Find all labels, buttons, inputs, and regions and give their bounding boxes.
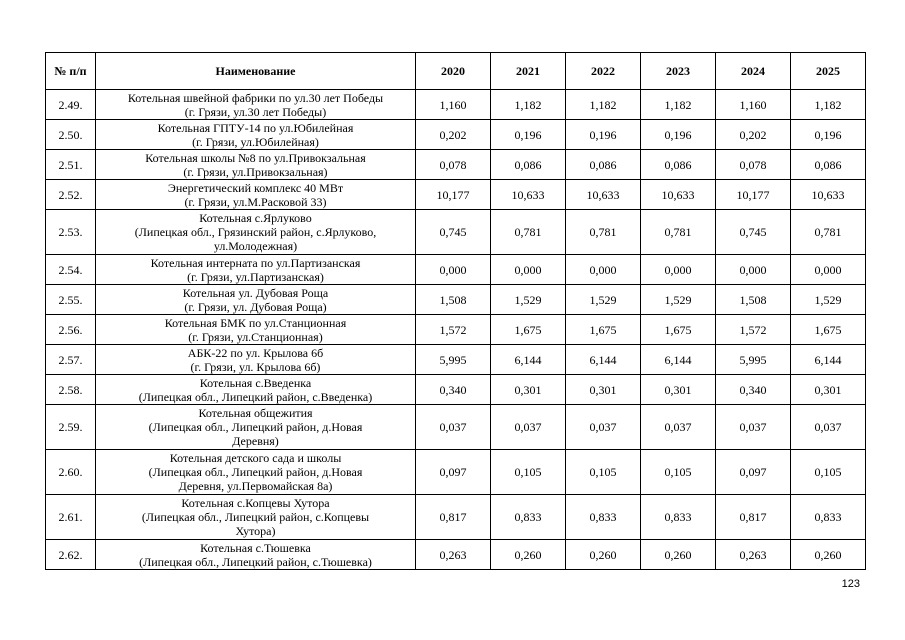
table-row bbox=[46, 210, 866, 255]
row-value: 5,995 bbox=[416, 345, 491, 375]
row-value: 0,105 bbox=[566, 450, 641, 495]
row-number: 2.52. bbox=[46, 180, 96, 210]
row-value: 0,078 bbox=[416, 150, 491, 180]
row-value: 0,260 bbox=[566, 540, 641, 570]
row-name bbox=[96, 540, 416, 570]
row-value: 0,086 bbox=[791, 150, 866, 180]
row-value: 0,037 bbox=[491, 405, 566, 450]
row-name-line: Котельная с.Введенка bbox=[199, 375, 312, 390]
row-name-line: Котельная с.Копцевы Хутора bbox=[181, 496, 330, 510]
row-value: 0,781 bbox=[791, 210, 866, 255]
row-name-line: Котельная с.Ярлуково bbox=[199, 211, 312, 225]
row-name-line: Котельная детского сада и школы bbox=[169, 451, 342, 465]
row-value: 10,177 bbox=[716, 180, 791, 210]
row-name-line: (Липецкая обл., Липецкий район, с.Введенка) bbox=[138, 389, 373, 404]
row-name-line: (г. Грязи, ул.30 лет Победы) bbox=[184, 104, 327, 119]
header-year: 2024 bbox=[716, 53, 791, 90]
row-name-line: (г. Грязи, ул.Партизанская) bbox=[187, 269, 324, 284]
header-year: 2020 bbox=[416, 53, 491, 90]
header-name: Наименование bbox=[96, 53, 416, 90]
row-value: 1,675 bbox=[566, 315, 641, 345]
row-name bbox=[96, 120, 416, 150]
row-number: 2.51. bbox=[46, 150, 96, 180]
row-name-line: Деревня) bbox=[232, 434, 279, 448]
row-number: 2.57. bbox=[46, 345, 96, 375]
row-value: 0,196 bbox=[641, 120, 716, 150]
page-number: 123 bbox=[841, 578, 860, 590]
row-name-line: (г. Грязи, ул.Привокзальная) bbox=[183, 164, 328, 179]
row-value: 0,097 bbox=[716, 450, 791, 495]
row-number: 2.49. bbox=[46, 90, 96, 120]
row-value: 0,817 bbox=[416, 495, 491, 540]
row-value: 0,260 bbox=[491, 540, 566, 570]
row-name-line: Котельная ул. Дубовая Роща bbox=[182, 285, 329, 300]
row-value: 0,037 bbox=[566, 405, 641, 450]
row-value: 0,202 bbox=[716, 120, 791, 150]
row-name-line: (г. Грязи, ул. Крылова 6б) bbox=[190, 359, 321, 374]
row-name-line: Котельная швейной фабрики по ул.30 лет Победы bbox=[127, 90, 384, 105]
row-name bbox=[96, 495, 416, 540]
row-name-line: (Липецкая обл., Липецкий район, с.Тюшевка) bbox=[139, 554, 372, 569]
row-number: 2.55. bbox=[46, 285, 96, 315]
row-value: 1,160 bbox=[416, 90, 491, 120]
table-row bbox=[46, 540, 866, 570]
row-value: 0,000 bbox=[491, 255, 566, 285]
header-num: № п/п bbox=[46, 53, 96, 90]
row-name-line: Котельная ГПТУ-14 по ул.Юбилейная bbox=[157, 120, 354, 135]
row-value: 0,037 bbox=[791, 405, 866, 450]
row-value: 0,340 bbox=[416, 375, 491, 405]
row-value: 1,182 bbox=[491, 90, 566, 120]
table-row bbox=[46, 120, 866, 150]
row-name bbox=[96, 450, 416, 495]
row-name-line: Котельная БМК по ул.Станционная bbox=[164, 315, 347, 330]
header-year: 2023 bbox=[641, 53, 716, 90]
header-row bbox=[46, 53, 866, 90]
row-number: 2.54. bbox=[46, 255, 96, 285]
row-value: 1,182 bbox=[791, 90, 866, 120]
row-value: 10,633 bbox=[491, 180, 566, 210]
row-name-line: Котельная с.Тюшевка bbox=[200, 540, 311, 555]
row-value: 0,078 bbox=[716, 150, 791, 180]
row-value: 0,202 bbox=[416, 120, 491, 150]
row-value: 10,633 bbox=[566, 180, 641, 210]
row-value: 0,196 bbox=[491, 120, 566, 150]
row-value: 0,000 bbox=[416, 255, 491, 285]
row-name bbox=[96, 210, 416, 255]
row-value: 0,105 bbox=[791, 450, 866, 495]
row-value: 0,037 bbox=[416, 405, 491, 450]
row-value: 0,000 bbox=[716, 255, 791, 285]
row-name bbox=[96, 255, 416, 285]
row-value: 0,260 bbox=[791, 540, 866, 570]
row-value: 0,000 bbox=[641, 255, 716, 285]
row-value: 0,263 bbox=[716, 540, 791, 570]
table-row bbox=[46, 90, 866, 120]
row-number: 2.56. bbox=[46, 315, 96, 345]
row-value: 1,160 bbox=[716, 90, 791, 120]
row-value: 1,675 bbox=[641, 315, 716, 345]
row-value: 1,529 bbox=[566, 285, 641, 315]
row-number: 2.60. bbox=[46, 450, 96, 495]
row-value: 0,260 bbox=[641, 540, 716, 570]
row-value: 1,572 bbox=[716, 315, 791, 345]
row-name bbox=[96, 345, 416, 375]
row-name bbox=[96, 285, 416, 315]
header-year: 2022 bbox=[566, 53, 641, 90]
row-value: 0,086 bbox=[491, 150, 566, 180]
row-value: 0,086 bbox=[641, 150, 716, 180]
row-value: 1,529 bbox=[791, 285, 866, 315]
row-value: 1,675 bbox=[791, 315, 866, 345]
row-value: 0,781 bbox=[566, 210, 641, 255]
row-name-line: АБК-22 по ул. Крылова 6б bbox=[187, 345, 324, 360]
row-value: 0,833 bbox=[791, 495, 866, 540]
row-value: 1,675 bbox=[491, 315, 566, 345]
row-value: 0,745 bbox=[416, 210, 491, 255]
row-value: 0,301 bbox=[566, 375, 641, 405]
row-value: 0,037 bbox=[716, 405, 791, 450]
row-name-line: Котельная общежития bbox=[198, 406, 313, 420]
row-name-line: (Липецкая обл., Липецкий район, д.Новая bbox=[148, 465, 363, 479]
row-name-line: (Липецкая обл., Липецкий район, д.Новая bbox=[148, 420, 363, 434]
row-value: 6,144 bbox=[791, 345, 866, 375]
row-value: 0,781 bbox=[491, 210, 566, 255]
row-value: 1,508 bbox=[716, 285, 791, 315]
table-row bbox=[46, 180, 866, 210]
row-value: 1,572 bbox=[416, 315, 491, 345]
header-year: 2025 bbox=[791, 53, 866, 90]
table-body bbox=[46, 90, 866, 570]
row-number: 2.50. bbox=[46, 120, 96, 150]
row-value: 0,301 bbox=[491, 375, 566, 405]
row-value: 6,144 bbox=[491, 345, 566, 375]
row-value: 0,781 bbox=[641, 210, 716, 255]
table-row bbox=[46, 405, 866, 450]
table-row bbox=[46, 285, 866, 315]
row-value: 0,196 bbox=[566, 120, 641, 150]
row-value: 0,301 bbox=[641, 375, 716, 405]
table-row bbox=[46, 315, 866, 345]
row-name bbox=[96, 315, 416, 345]
row-value: 1,529 bbox=[641, 285, 716, 315]
row-name-line: ул.Молодежная) bbox=[213, 239, 298, 253]
row-name-line: (г. Грязи, ул.М.Расковой 33) bbox=[184, 194, 327, 209]
row-name-line: (Липецкая обл., Липецкий район, с.Копцевы bbox=[141, 510, 370, 524]
row-value: 0,833 bbox=[641, 495, 716, 540]
table-row bbox=[46, 495, 866, 540]
data-table bbox=[45, 52, 866, 570]
row-name-line: (Липецкая обл., Грязинский район, с.Ярлуково, bbox=[134, 225, 377, 239]
table-row bbox=[46, 345, 866, 375]
row-value: 10,633 bbox=[791, 180, 866, 210]
row-value: 0,105 bbox=[491, 450, 566, 495]
row-value: 0,037 bbox=[641, 405, 716, 450]
row-name-line: (г. Грязи, ул.Юбилейная) bbox=[192, 134, 319, 149]
row-value: 0,000 bbox=[566, 255, 641, 285]
row-value: 1,182 bbox=[641, 90, 716, 120]
row-value: 0,301 bbox=[791, 375, 866, 405]
row-name-line: (г. Грязи, ул. Дубовая Роща) bbox=[184, 299, 327, 314]
header-year: 2021 bbox=[491, 53, 566, 90]
row-value: 1,529 bbox=[491, 285, 566, 315]
row-name-line: Деревня, ул.Первомайская 8а) bbox=[178, 479, 333, 493]
row-value: 0,833 bbox=[491, 495, 566, 540]
row-name-line: Котельная школы №8 по ул.Привокзальная bbox=[145, 150, 366, 165]
row-number: 2.62. bbox=[46, 540, 96, 570]
row-number: 2.61. bbox=[46, 495, 96, 540]
row-value: 10,177 bbox=[416, 180, 491, 210]
row-name bbox=[96, 375, 416, 405]
row-value: 0,097 bbox=[416, 450, 491, 495]
row-name bbox=[96, 90, 416, 120]
row-name bbox=[96, 150, 416, 180]
table-row bbox=[46, 255, 866, 285]
row-value: 1,508 bbox=[416, 285, 491, 315]
row-value: 0,263 bbox=[416, 540, 491, 570]
row-value: 0,340 bbox=[716, 375, 791, 405]
row-value: 5,995 bbox=[716, 345, 791, 375]
row-name bbox=[96, 180, 416, 210]
row-number: 2.58. bbox=[46, 375, 96, 405]
row-value: 0,817 bbox=[716, 495, 791, 540]
row-value: 1,182 bbox=[566, 90, 641, 120]
row-value: 6,144 bbox=[641, 345, 716, 375]
row-name-line: Котельная интерната по ул.Партизанская bbox=[150, 255, 361, 270]
row-value: 10,633 bbox=[641, 180, 716, 210]
row-number: 2.53. bbox=[46, 210, 96, 255]
row-value: 0,086 bbox=[566, 150, 641, 180]
row-name bbox=[96, 405, 416, 450]
row-value: 0,745 bbox=[716, 210, 791, 255]
row-name-line: Энергетический комплекс 40 МВт bbox=[167, 180, 344, 195]
row-value: 0,833 bbox=[566, 495, 641, 540]
table-row bbox=[46, 375, 866, 405]
row-number: 2.59. bbox=[46, 405, 96, 450]
row-value: 0,196 bbox=[791, 120, 866, 150]
table-row bbox=[46, 450, 866, 495]
row-value: 0,000 bbox=[791, 255, 866, 285]
table-row bbox=[46, 150, 866, 180]
row-name-line: Хутора) bbox=[235, 524, 276, 538]
row-name-line: (г. Грязи, ул.Станционная) bbox=[188, 329, 323, 344]
table-header bbox=[46, 53, 866, 90]
row-value: 0,105 bbox=[641, 450, 716, 495]
row-value: 6,144 bbox=[566, 345, 641, 375]
